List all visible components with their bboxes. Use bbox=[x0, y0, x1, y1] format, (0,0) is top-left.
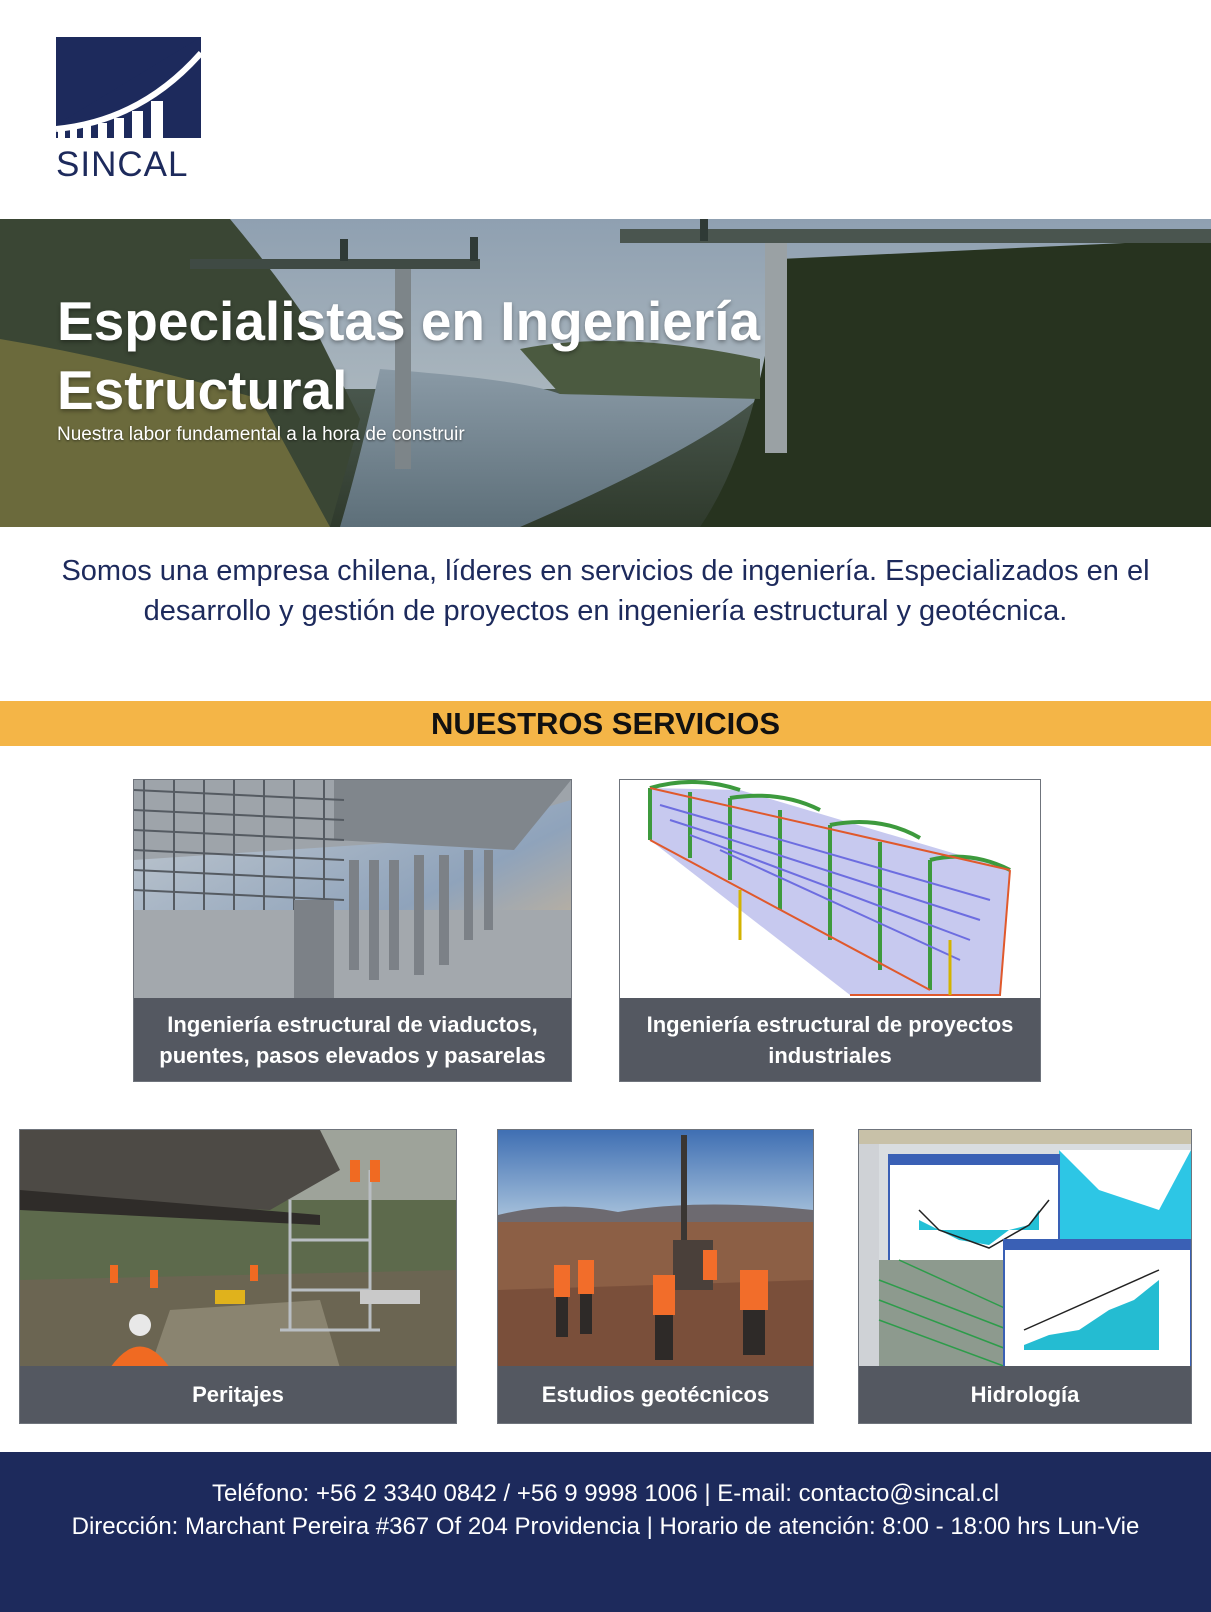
service-card-geotecnicos[interactable] bbox=[497, 1129, 814, 1424]
service-card-hidrologia[interactable] bbox=[858, 1129, 1192, 1424]
footer-address-line: Dirección: Marchant Pereira #367 Of 204 Providencia | Horario de atención: 8:00 - 18:00 hrs Lun-Vie bbox=[71, 1513, 1140, 1540]
logo-growth-icon bbox=[56, 37, 201, 138]
hero-banner bbox=[0, 219, 1211, 527]
inspection-site-photo bbox=[20, 1130, 456, 1368]
hero-subtitle: Nuestra labor fundamental a la hora de construir bbox=[57, 424, 465, 445]
hero-title: Especialistas en Ingeniería Estructural bbox=[57, 290, 761, 421]
service-caption: Peritajes bbox=[20, 1366, 456, 1423]
drilling-site-photo bbox=[498, 1130, 813, 1368]
service-caption: Ingeniería estructural de viaductos, puentes, pasos elevados y pasarelas bbox=[134, 998, 571, 1081]
intro-paragraph: Somos una empresa chilena, líderes en servicios de ingeniería. Especializados en el desarrollo y gestión de proyectos en ingeniería estructural y geotécnica. bbox=[61, 555, 1150, 627]
viaduct-render-image bbox=[134, 780, 571, 999]
service-caption: Estudios geotécnicos bbox=[498, 1366, 813, 1423]
service-caption: Ingeniería estructural de proyectos industriales bbox=[620, 998, 1040, 1081]
industrial-structure-model-image bbox=[620, 780, 1040, 999]
service-card-industriales[interactable] bbox=[619, 779, 1041, 1082]
service-card-peritajes[interactable] bbox=[19, 1129, 457, 1424]
hydrology-software-screenshot bbox=[859, 1130, 1191, 1368]
sincal-logo bbox=[56, 37, 201, 182]
service-caption: Hidrología bbox=[859, 1366, 1191, 1423]
contact-footer bbox=[0, 1452, 1211, 1612]
footer-contact-line: Teléfono: +56 2 3340 0842 / +56 9 9998 1006 | E-mail: contacto@sincal.cl bbox=[211, 1480, 1000, 1507]
service-card-viaductos[interactable] bbox=[133, 779, 572, 1082]
logo-wordmark: SINCAL bbox=[56, 145, 189, 184]
services-heading: NUESTROS SERVICIOS bbox=[0, 701, 1211, 746]
